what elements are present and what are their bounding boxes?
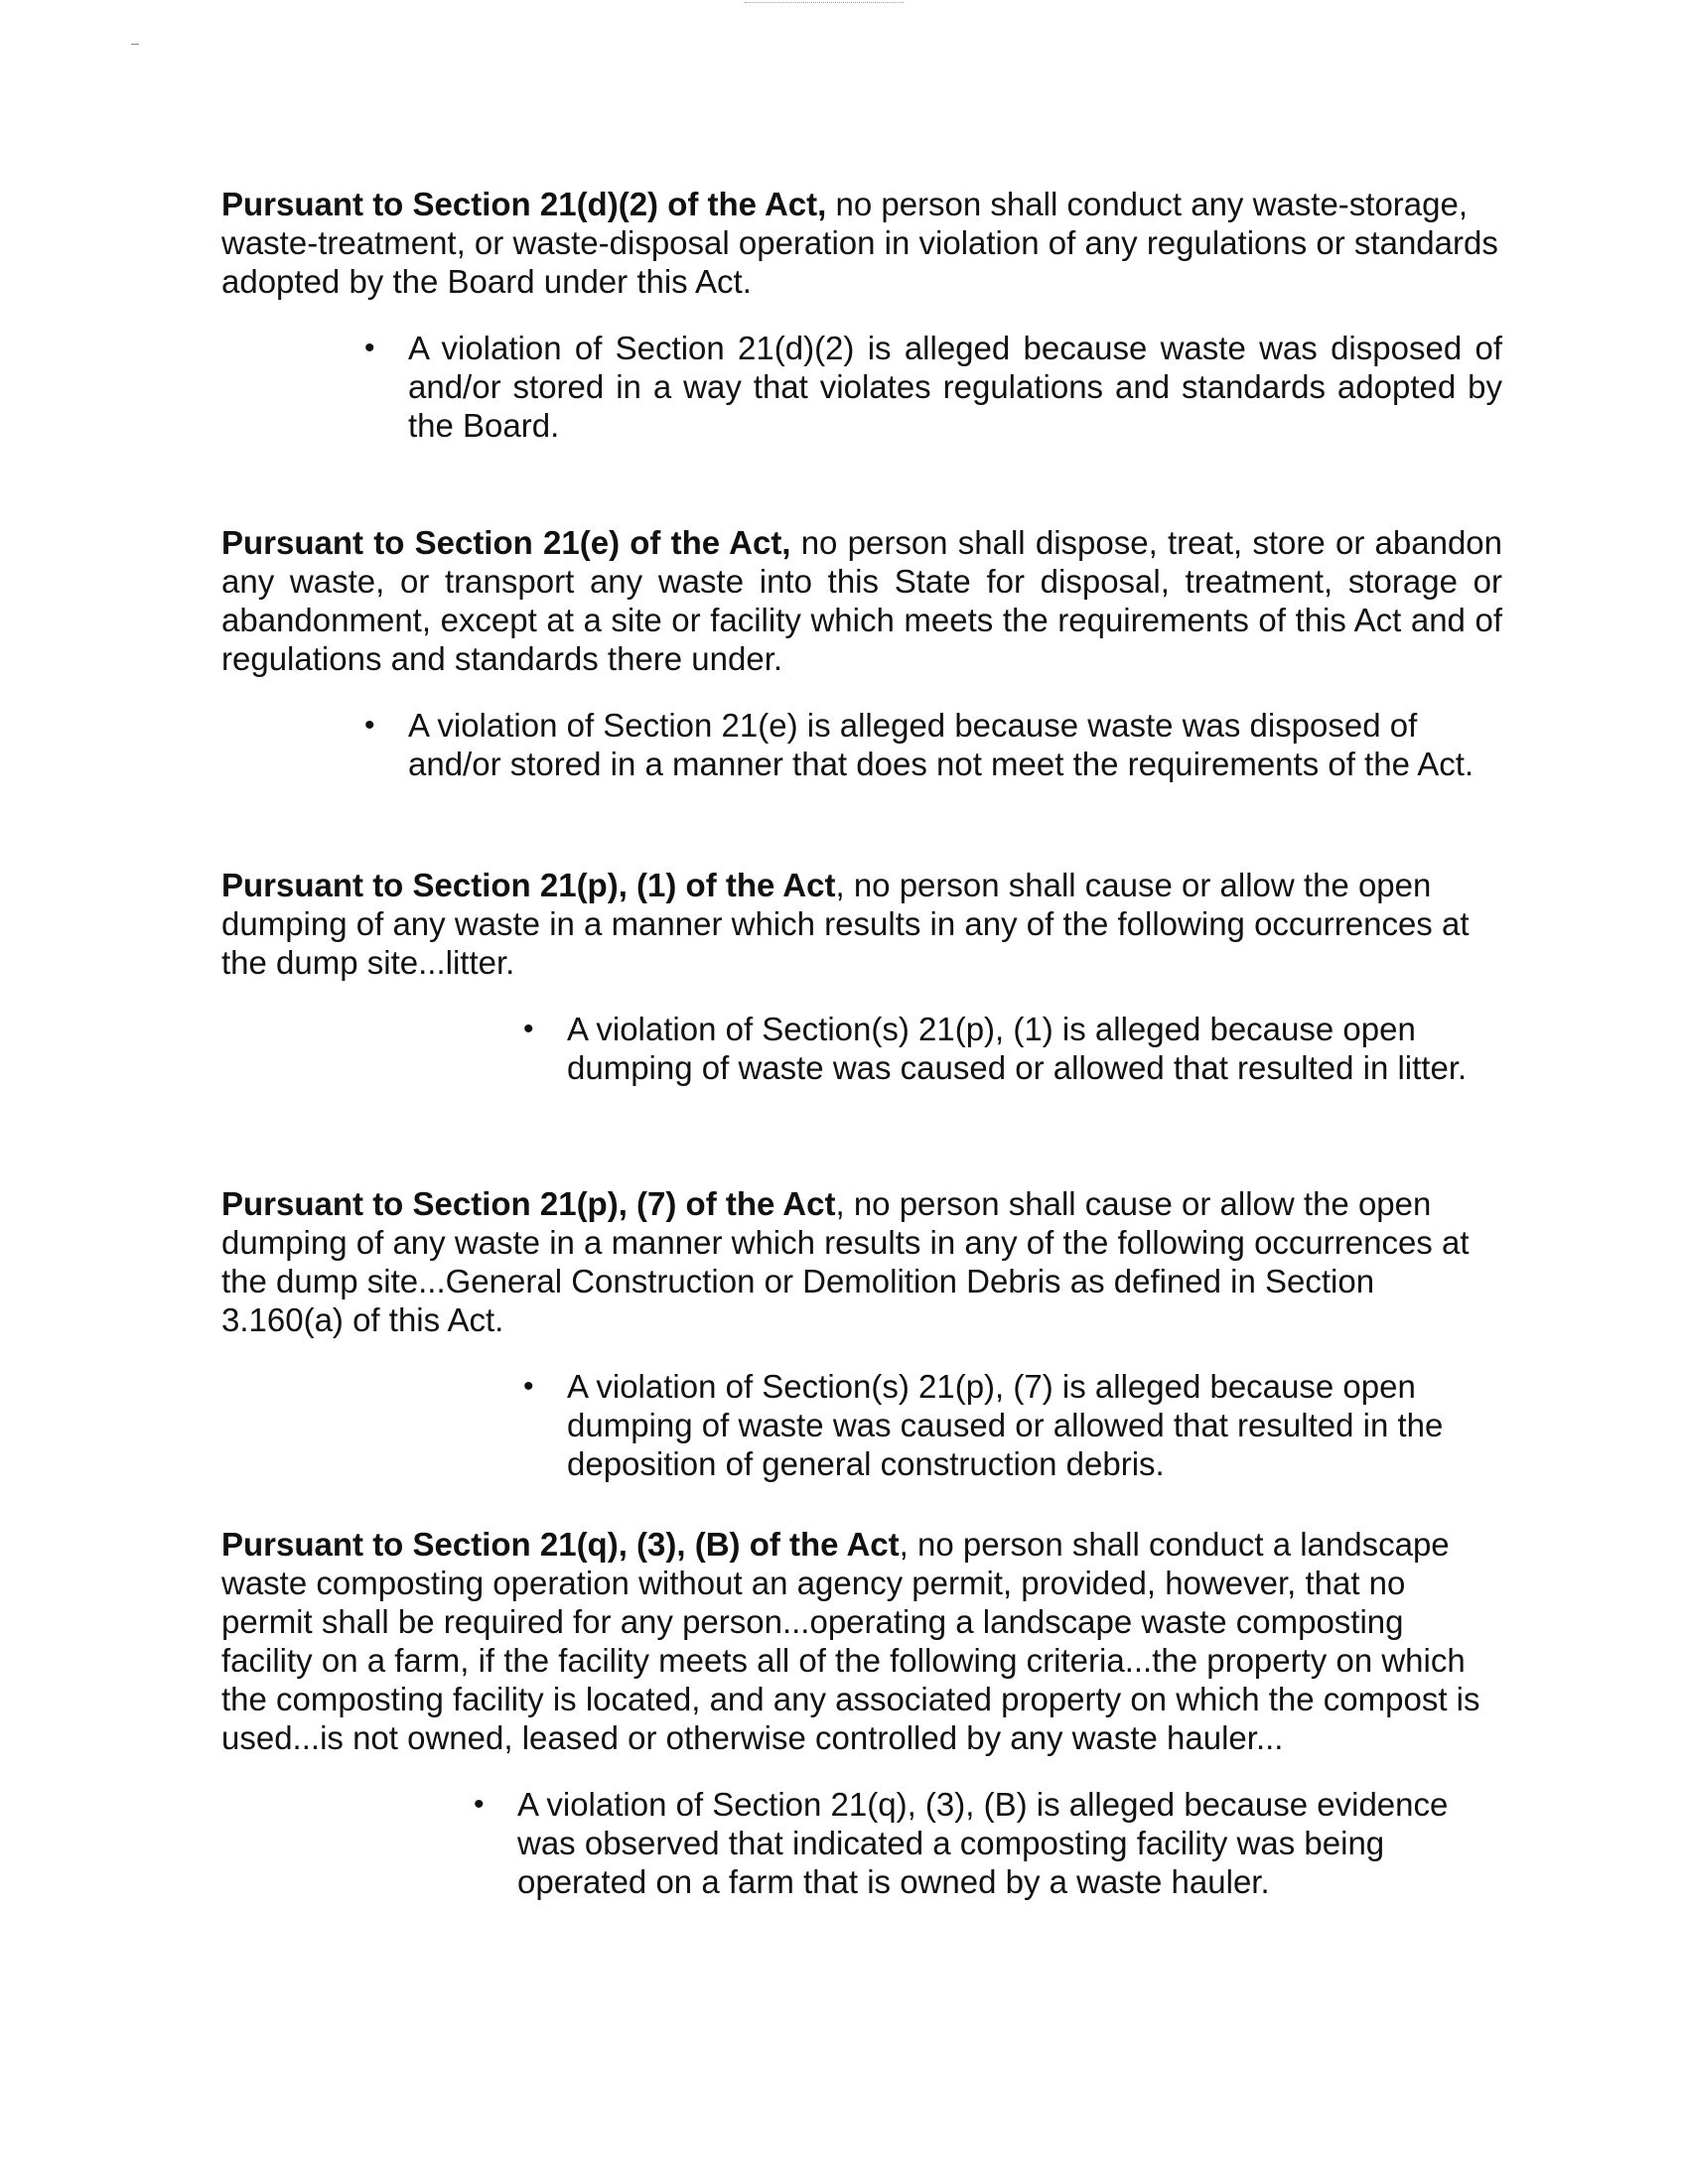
section-body: no person shall conduct any waste-storage, waste-treatment, or waste-disposal operation in violation of any regulations or standards adopted by the Board under this Act.	[221, 186, 1498, 300]
section-heading: Pursuant to Section 21(p), (1) of the Act	[221, 867, 836, 903]
bullet-icon: •	[474, 1788, 485, 1821]
section-21-d-2	[221, 185, 1502, 445]
bullet-icon: •	[364, 709, 375, 742]
section-21-q-3-b	[221, 1525, 1502, 1901]
section-heading: Pursuant to Section 21(e) of the Act,	[221, 524, 791, 561]
violation-bullet	[523, 1367, 1502, 1483]
section-body: , no person shall cause or allow the open dumping of any waste in a manner which results in any of the following occurrences at the dump site...litter.	[221, 867, 1470, 981]
violation-bullet	[523, 1010, 1502, 1087]
section-paragraph	[221, 185, 1502, 301]
bullet-icon: •	[523, 1013, 534, 1045]
bullet-icon: •	[364, 332, 375, 364]
section-paragraph	[221, 1184, 1502, 1339]
section-heading: Pursuant to Section 21(q), (3), (B) of the Act	[221, 1526, 900, 1563]
section-paragraph	[221, 866, 1502, 982]
section-heading: Pursuant to Section 21(p), (7) of the Act	[221, 1185, 836, 1222]
violation-bullet	[364, 706, 1502, 783]
section-body: , no person shall cause or allow the open dumping of any waste in a manner which results in any of the following occurrences at the dump site...General Construction or Demolition Debris as defined in Section 3.160(a) of this Act.	[221, 1185, 1470, 1338]
violation-text: A violation of Section(s) 21(p), (7) is alleged because open dumping of waste was caused or allowed that resulted in the deposition of general construction debris.	[567, 1368, 1444, 1482]
scan-artifact	[131, 44, 139, 45]
section-21-p-1	[221, 866, 1502, 1087]
violation-text: A violation of Section 21(e) is alleged because waste was disposed of and/or stored in a manner that does not meet the requirements of the Act.	[408, 707, 1474, 782]
violation-bullet	[474, 1785, 1502, 1901]
violation-bullet	[364, 329, 1502, 445]
violation-text: A violation of Section 21(d)(2) is alleged because waste was disposed of and/or stored in a way that violates regulations and standards adopted by the Board.	[408, 330, 1502, 444]
section-body: no person shall dispose, treat, store or abandon any waste, or transport any waste into this State for disposal, treatment, storage or abandonment, except at a site or facility which meets the requirements of this Act and of regulations and standards there under.	[221, 524, 1503, 677]
violation-text: A violation of Section(s) 21(p), (1) is alleged because open dumping of waste was caused or allowed that resulted in litter.	[567, 1011, 1468, 1086]
section-paragraph	[221, 523, 1502, 678]
bullet-icon: •	[523, 1370, 534, 1403]
violation-text: A violation of Section 21(q), (3), (B) is alleged because evidence was observed that indicated a composting facility was being operated on a farm that is owned by a waste hauler.	[517, 1786, 1449, 1900]
section-21-e	[221, 523, 1502, 783]
section-21-p-7	[221, 1184, 1502, 1483]
section-paragraph	[221, 1525, 1502, 1757]
scan-artifact	[745, 2, 904, 6]
section-heading: Pursuant to Section 21(d)(2) of the Act,	[221, 186, 827, 222]
section-body: , no person shall conduct a landscape waste composting operation without an agency permit, provided, however, that no permit shall be required for any person...operating a landscape waste composting facility on a farm, if the facility meets all of the following criteria...the property on which the composting facility is located, and any associated property on which the compost is used...is not owned, leased or otherwise controlled by any waste hauler...	[221, 1526, 1480, 1756]
